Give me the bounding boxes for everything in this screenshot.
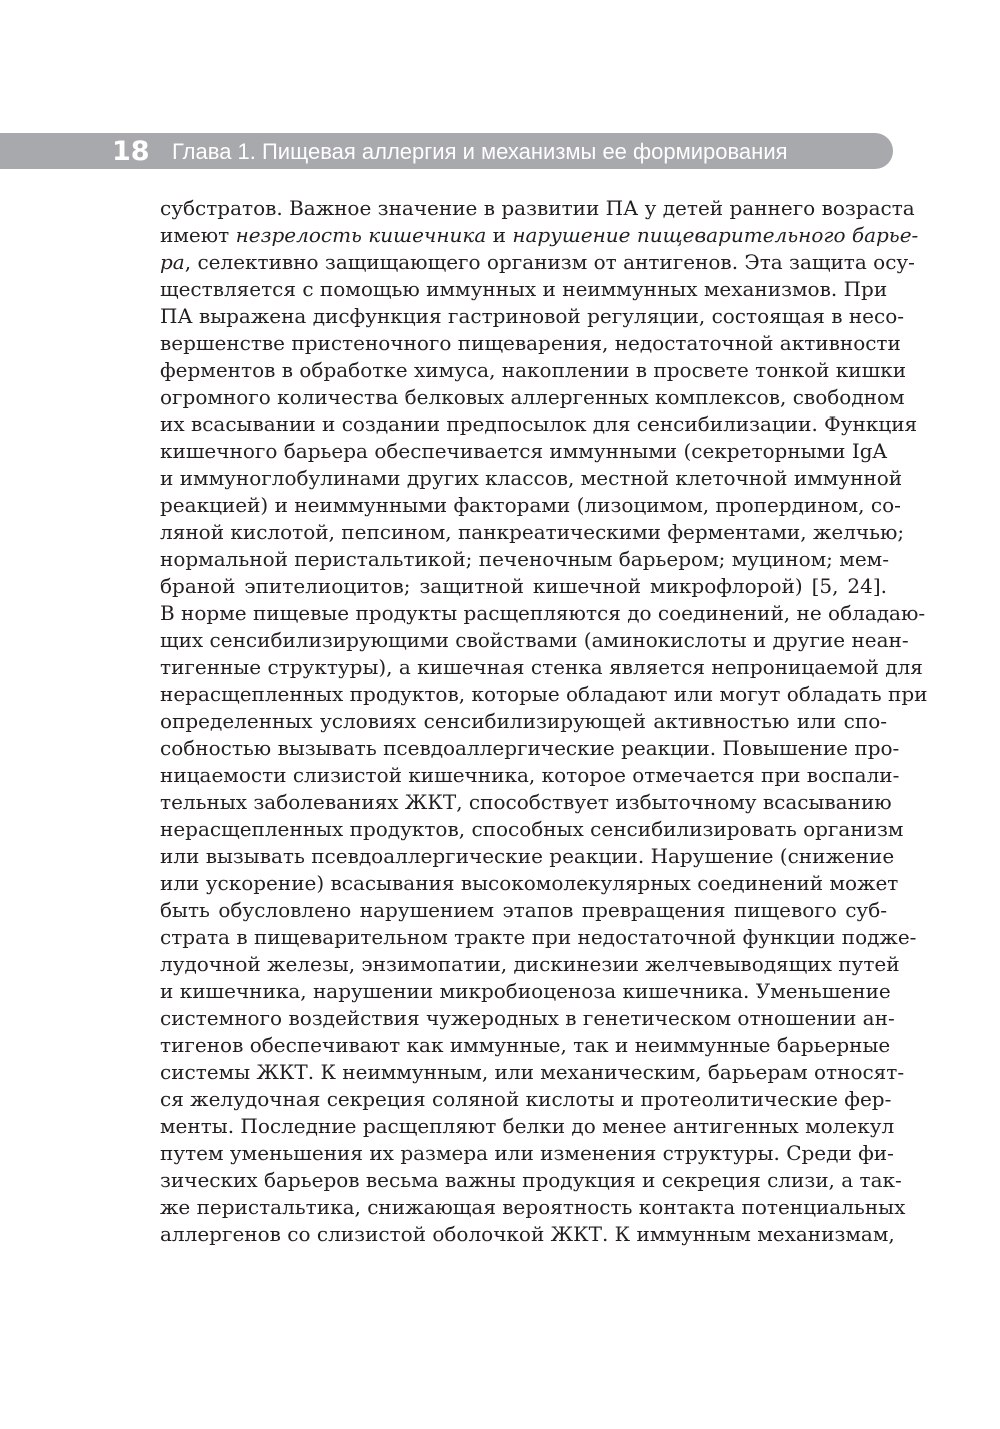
text-line: тельных заболеваниях ЖКТ, способствует избыточному всасыванию: [160, 790, 892, 814]
text-line: менты. Последние расщепляют белки до менее антигенных молекул: [160, 1114, 895, 1138]
text-line: системного воздействия чужеродных в генетическом отношении ан-: [160, 1006, 895, 1030]
text-line: путем уменьшения их размера или изменения структуры. Среди фи-: [160, 1141, 894, 1165]
text-line: В норме пищевые продукты расщепляются до соединений, не обладаю-: [160, 601, 926, 625]
italic-term: нарушение пищеварительного барье-: [512, 223, 919, 247]
text-line: ферментов в обработке химуса, накоплении в просвете тонкой кишки: [160, 358, 907, 382]
italic-term: ра: [160, 250, 185, 274]
text-line: зических барьеров весьма важны продукция и секреция слизи, а так-: [160, 1168, 902, 1192]
text-line: вершенстве пристеночного пищеварения, недостаточной активности: [160, 331, 901, 355]
text-line: системы ЖКТ. К неиммунным, или механическим, барьерам относят-: [160, 1060, 905, 1084]
text-line: ся желудочная секреция соляной кислоты и протеолитические фер-: [160, 1087, 892, 1111]
text-line: браной эпителиоцитов; защитной кишечной микрофлорой) [5, 24].: [160, 574, 887, 598]
text-line: субстратов. Важное значение в развитии ПА у детей раннего возраста: [160, 196, 915, 220]
text-line: аллергенов со слизистой оболочкой ЖКТ. К иммунным механизмам,: [160, 1222, 895, 1246]
text-line: ра, селективно защищающего организм от антигенов. Эта защита осу-: [160, 250, 915, 274]
text-line: ляной кислотой, пепсином, панкреатическими ферментами, желчью;: [160, 520, 905, 544]
text-line: нерасщепленных продуктов, способных сенсибилизировать организм: [160, 817, 904, 841]
text-line: реакцией) и неиммунными факторами (лизоцимом, пропердином, со-: [160, 493, 901, 517]
text-line: кишечного барьера обеспечивается иммунными (секреторными IgA: [160, 439, 887, 463]
text-line: тигенные структуры), а кишечная стенка является непроницаемой для: [160, 655, 923, 679]
text-line: ПА выражена дисфункция гастриновой регуляции, состоящая в несо-: [160, 304, 905, 328]
text-line: же перистальтика, снижающая вероятность контакта потенциальных: [160, 1195, 906, 1219]
text-line: нерасщепленных продуктов, которые обладают или могут обладать при: [160, 682, 928, 706]
text-line: тигенов обеспечивают как иммунные, так и неиммунные барьерные: [160, 1033, 891, 1057]
text-line: страта в пищеварительном тракте при недостаточной функции подже-: [160, 925, 917, 949]
text-line: лудочной железы, энзимопатии, дискинезии желчевыводящих путей: [160, 952, 900, 976]
text-line: и кишечника, нарушении микробиоценоза кишечника. Уменьшение: [160, 979, 891, 1003]
text-line: щих сенсибилизирующими свойствами (аминокислоты и другие неан-: [160, 628, 909, 652]
text-line: ницаемости слизистой кишечника, которое отмечается при воспали-: [160, 763, 900, 787]
text-line: или ускорение) всасывания высокомолекулярных соединений может: [160, 871, 899, 895]
text-line: собностью вызывать псевдоаллергические реакции. Повышение про-: [160, 736, 900, 760]
text-line: или вызывать псевдоаллергические реакции. Нарушение (снижение: [160, 844, 895, 868]
text-line: огромного количества белковых аллергенных комплексов, свободном: [160, 385, 905, 409]
text-line: определенных условиях сенсибилизирующей активностью или спо-: [160, 709, 887, 733]
text-line: имеют незрелость кишечника и нарушение пищеварительного барье-: [160, 223, 919, 247]
text-line: быть обусловлено нарушением этапов превращения пищевого суб-: [160, 898, 887, 922]
italic-term: незрелость кишечника: [235, 223, 487, 247]
text-line: нормальной перистальтикой; печеночным барьером; муцином; мем-: [160, 547, 889, 571]
page-number: 18: [112, 136, 150, 167]
text-line: их всасывании и создании предпосылок для сенсибилизации. Функция: [160, 412, 918, 436]
chapter-title: Глава 1. Пищевая аллергия и механизмы ее формирования: [172, 139, 788, 164]
text-line: ществляется с помощью иммунных и неиммунных механизмов. При: [160, 277, 888, 301]
body-paragraph: [160, 195, 928, 1248]
text-line: и иммуноглобулинами других классов, местной клеточной иммунной: [160, 466, 903, 490]
